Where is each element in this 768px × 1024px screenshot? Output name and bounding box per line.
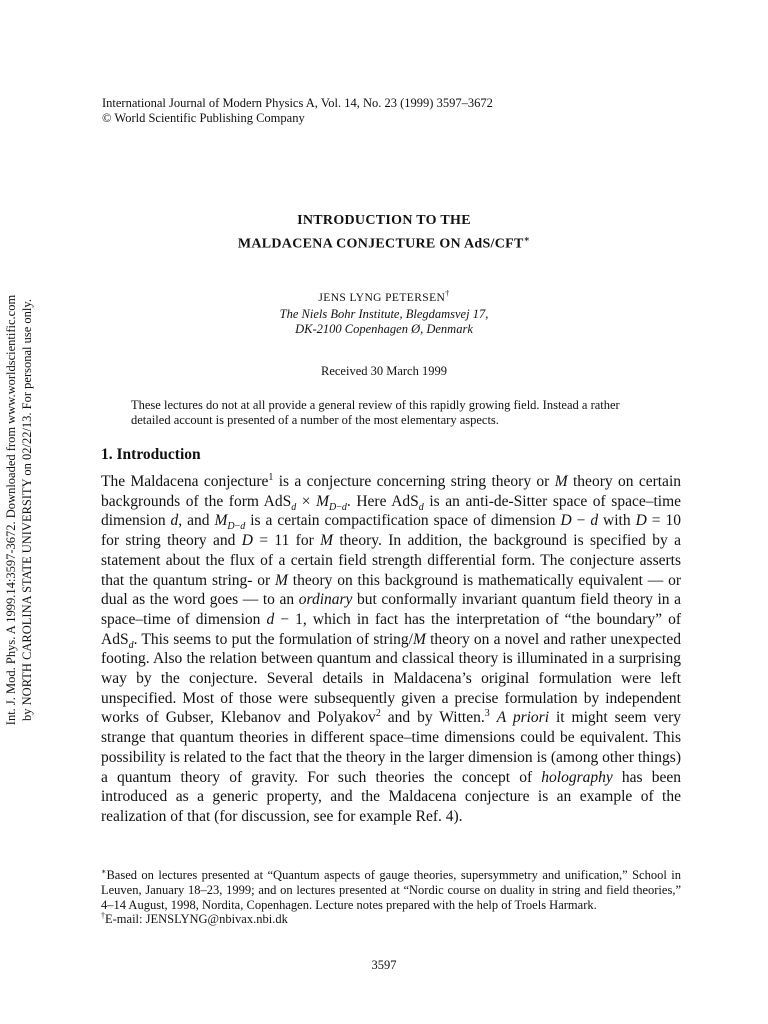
section-heading: 1. Introduction (101, 446, 201, 463)
received-date: Received 30 March 1999 (320, 364, 447, 378)
title-line2: MALDACENA CONJECTURE ON AdS/CFT∗ (237, 234, 531, 252)
footnote-lectures: ∗Based on lectures presented at “Quantum aspects of gauge theories, supersymmetry and unification,” School in Leuven, January 18–23, 1999; and on lectures presented at “Nordic course on duality in string and field theories,” 4–14 August, 1998, Nordita, Copenhagen. Lecture notes prepared with the help of Troels Harmark. (101, 866, 681, 912)
author-name: JENS LYNG PETERSEN† (318, 289, 450, 304)
footnotes (101, 868, 681, 927)
title-footnote-marker: ∗ (523, 234, 531, 244)
download-notice (3, 290, 43, 730)
footnote-email: †E-mail: JENSLYNG@nbivax.nbi.dk (101, 911, 288, 927)
affiliation-line1: The Niels Bohr Institute, Blegdamsvej 17, (279, 307, 489, 321)
title-line1: INTRODUCTION TO THE (297, 213, 471, 228)
abstract: These lectures do not at all provide a general review of this rapidly growing field. Instead a rather detailed account is presented of a number of the most elementary aspects. (131, 398, 620, 427)
author-affiliation (0, 307, 768, 337)
download-notice-line1: Int. J. Mod. Phys. A 1999.14:3597-3672. Downloaded from www.worldscientific.com (4, 294, 18, 726)
paper-title (0, 212, 768, 254)
author-footnote-marker: † (445, 289, 450, 298)
journal-header (102, 96, 493, 126)
affiliation-line2: DK-2100 Copenhagen Ø, Denmark (295, 322, 473, 336)
page-number: 3597 (371, 958, 397, 972)
introduction-body: The Maldacena conjecture$^1$ is a conjecture concerning string theory or M theory on certain backgrounds of the form $AdS_d \times M_{D-d}$. Here AdS$_d$ is an anti-de-Sitter space of space–time dimension d, and $M_{D-d}$ is a certain compactification space of dimension D − d with D = 10 for string theory and D = 11 for M theory. In addition, the background is specified by a statement about the flux of a certain field strength differential form. The conjecture asserts that the quantum string- or M theory on this background is mathematically equivalent — or dual as the word goes — to an ordinary but conformally invariant quantum field theory in a space–time of dimension d − 1, which in fact has the interpretation of “the boundary” of AdS$_d$. This seems to put the formulation of string/M theory on a novel and rather unexpected footing. Also the relation between quantum and classical theory is illuminated in a surprising way by the conjecture. Several details in Maldacena’s original formulation were left unspecified. Most of those were subsequently given a precise formulation by independent works of Gubser, Klebanov and Polyakov$^2$ and by Witten.$^3$ A priori it might seem very strange that quantum theories in different space–time dimensions could be equivalent. This possibility is related to the fact that the theory in the larger dimension is (among other things) a quantum theory of gravity. For such theories the concept of holography has been introduced as a generic property, and the Maldacena conjecture is an example of the realization of that (for discussion, see for example Ref. 4). (101, 471, 682, 825)
journal-citation: International Journal of Modern Physics A, Vol. 14, No. 23 (1999) 3597–3672 (102, 96, 493, 110)
download-notice-line2: by NORTH CAROLINA STATE UNIVERSITY on 02/22/13. For personal use only. (20, 299, 34, 721)
publisher-copyright: © World Scientific Publishing Company (102, 111, 305, 125)
